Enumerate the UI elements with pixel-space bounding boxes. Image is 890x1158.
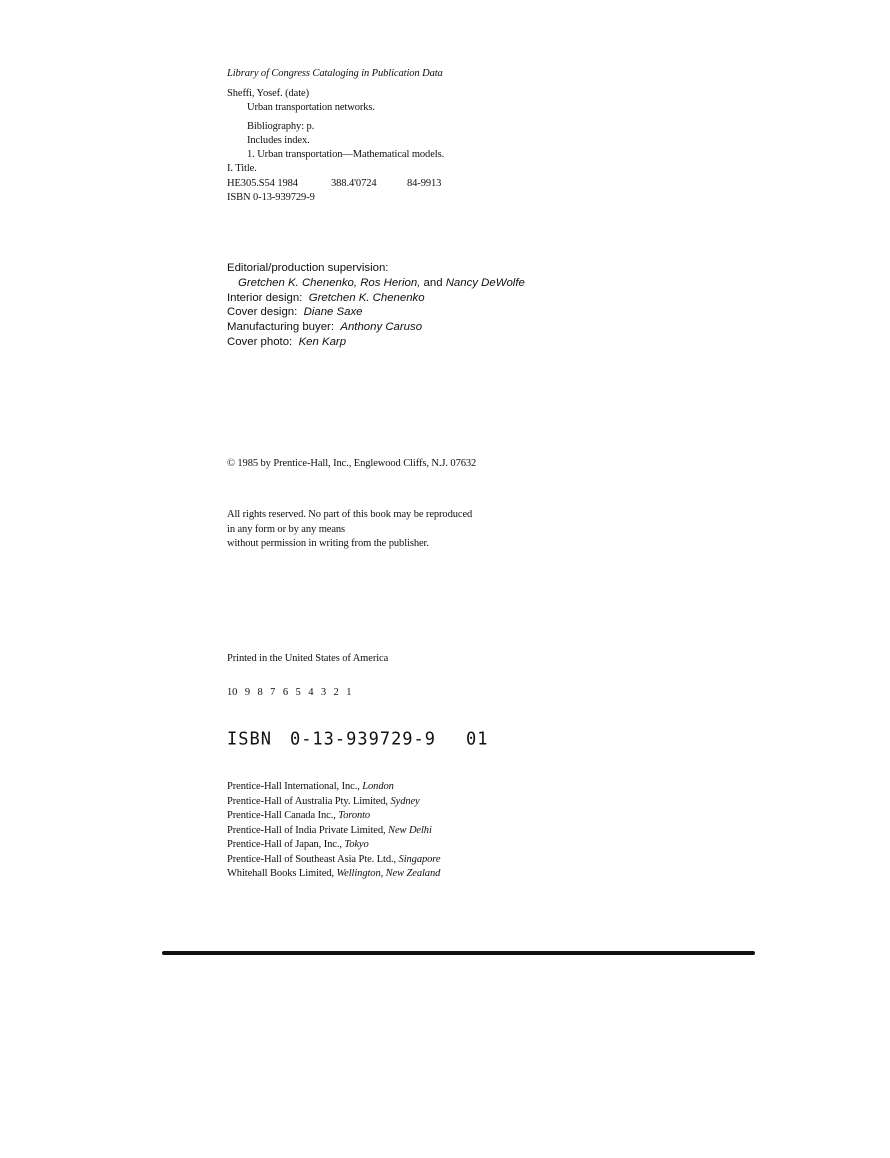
cip-author: Sheffi, Yosef. (date) xyxy=(227,88,309,99)
cover-design-name: Diane Saxe xyxy=(303,306,363,319)
rights-line-3: without permission in writing from the publisher. xyxy=(227,538,429,549)
cip-heading: Library of Congress Cataloging in Publication Data xyxy=(227,68,443,79)
publisher-city: Wellington, New Zealand xyxy=(336,868,441,879)
interior-design-label: Interior design: xyxy=(227,291,303,304)
publisher-item xyxy=(227,780,440,795)
cip-dewey: 388.4'0724 xyxy=(331,177,377,189)
publisher-name: Prentice-Hall of Australia Pty. Limited, xyxy=(227,795,391,807)
publisher-item xyxy=(227,809,440,824)
publisher-city: New Delhi xyxy=(388,824,432,836)
publisher-name: Prentice-Hall Canada Inc., xyxy=(227,810,339,821)
interior-design-name: Gretchen K. Chenenko xyxy=(308,291,425,304)
publisher-name: Prentice-Hall of Japan, Inc., xyxy=(227,839,345,850)
publisher-city: London xyxy=(362,781,394,792)
cip-subject: 1. Urban transportation—Mathematical models. xyxy=(247,149,445,161)
cip-bibliography: Bibliography: p. xyxy=(247,121,315,133)
editorial-label: Editorial/production supervision: xyxy=(227,262,389,274)
publisher-city: Sydney xyxy=(390,795,420,807)
publisher-item xyxy=(227,824,440,839)
isbn-ocr-prefix: ISBN xyxy=(227,729,272,750)
publisher-item xyxy=(227,795,440,810)
publisher-name: Prentice-Hall International, Inc., xyxy=(227,781,363,792)
editorial-and: and xyxy=(420,276,446,289)
cover-photo-line xyxy=(227,335,525,350)
cip-classification xyxy=(227,177,444,191)
publisher-name: Whitehall Books Limited, xyxy=(227,868,337,879)
copyright-notice: © 1985 by Prentice-Hall, Inc., Englewood Cliffs, N.J. 07632 xyxy=(227,458,477,469)
publisher-name: Prentice-Hall of Southeast Asia Pte. Ltd., xyxy=(227,853,399,865)
publisher-city: Singapore xyxy=(398,853,441,865)
publisher-item xyxy=(227,867,440,882)
isbn-ocr-number: 0-13-939729-9 xyxy=(289,729,437,750)
printed-in: Printed in the United States of America xyxy=(227,653,389,664)
isbn-ocr-suffix: 01 xyxy=(466,729,489,750)
production-credits xyxy=(227,261,525,350)
rights-line-1: All rights reserved. No part of this book may be reproduced xyxy=(227,509,473,520)
cover-photo-label: Cover photo: xyxy=(227,335,293,348)
publisher-item xyxy=(227,853,440,868)
editorial-names-2: Nancy DeWolfe xyxy=(445,276,525,289)
cip-index: Includes index. xyxy=(247,135,310,147)
manufacturing-buyer-label: Manufacturing buyer: xyxy=(227,321,335,334)
cip-isbn: ISBN 0-13-939729-9 xyxy=(227,191,315,203)
bottom-rule xyxy=(162,951,755,955)
editorial-names-1: Gretchen K. Chenenko, Ros Herion, xyxy=(238,276,421,289)
editorial-names xyxy=(227,276,525,291)
cip-record xyxy=(227,87,444,205)
cip-call-number: HE305.S54 1984 xyxy=(227,177,298,189)
cip-title: Urban transportation networks. xyxy=(247,102,375,114)
printing-line: 10 9 8 7 6 5 4 3 2 1 xyxy=(227,687,352,698)
manufacturing-buyer-name: Anthony Caruso xyxy=(340,321,423,334)
cover-design-line xyxy=(227,305,525,320)
cip-title-entry: I. Title. xyxy=(227,163,257,175)
publisher-item xyxy=(227,838,440,853)
cover-design-label: Cover design: xyxy=(227,306,298,319)
cover-photo-name: Ken Karp xyxy=(298,335,347,348)
rights-line-2: in any form or by any means xyxy=(227,523,346,535)
publisher-name: Prentice-Hall of India Private Limited, xyxy=(227,824,389,836)
isbn-ocr-line xyxy=(227,729,489,750)
publisher-city: Toronto xyxy=(338,810,371,821)
rights-statement xyxy=(227,508,472,552)
manufacturing-buyer-line xyxy=(227,320,525,335)
interior-design-line xyxy=(227,291,525,306)
publisher-list xyxy=(227,780,440,882)
cip-lccn: 84-9913 xyxy=(407,177,442,189)
publisher-city: Tokyo xyxy=(344,839,369,850)
